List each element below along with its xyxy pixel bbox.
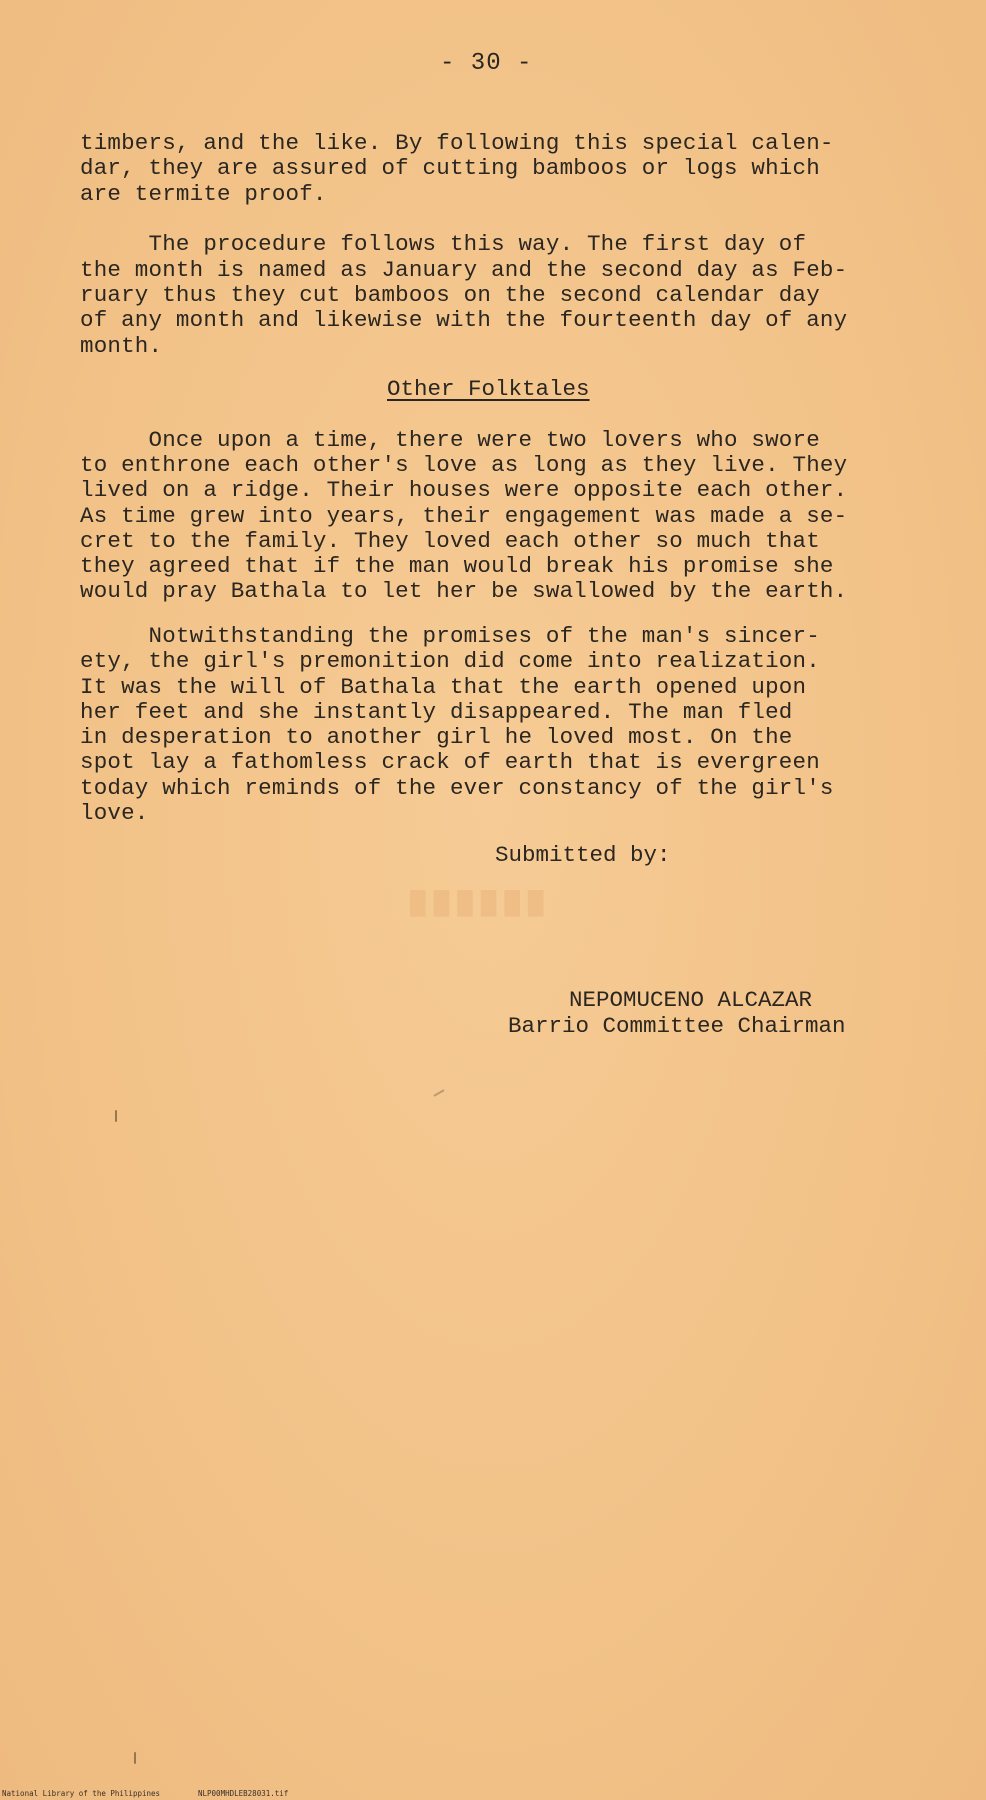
section-heading: Other Folktales <box>387 376 590 402</box>
text-line: timbers, and the like. By following this special calen- <box>80 130 834 156</box>
text-line: spot lay a fathomless crack of earth that is evergreen <box>80 749 820 775</box>
text-line: Notwithstanding the promises of the man's sincer- <box>80 623 820 649</box>
text-line: in desperation to another girl he loved most. On the <box>80 724 793 750</box>
text-line: dar, they are assured of cutting bamboos or logs which <box>80 155 820 181</box>
text-line: As time grew into years, their engagement was made a se- <box>80 503 848 529</box>
ink-speck <box>134 1752 136 1764</box>
bleed-through-mark: ██████ <box>410 890 552 915</box>
text-line: The procedure follows this way. The first day of <box>80 231 807 257</box>
text-line: of any month and likewise with the fourteenth day of any <box>80 307 848 333</box>
text-line: lived on a ridge. Their houses were opposite each other. <box>80 477 848 503</box>
text-line: are termite proof. <box>80 181 327 207</box>
text-line: ety, the girl's premonition did come into realization. <box>80 648 820 674</box>
text-line: cret to the family. They loved each other so much that <box>80 528 820 554</box>
library-credit: National Library of the Philippines <box>2 1789 161 1798</box>
text-line: her feet and she instantly disappeared. The man fled <box>80 699 793 725</box>
ink-speck <box>433 1089 444 1097</box>
text-line: the month is named as January and the second day as Feb- <box>80 257 848 283</box>
signatory-name: NEPOMUCENO ALCAZAR <box>569 987 813 1013</box>
page-number: - 30 - <box>440 50 533 77</box>
text-line: would pray Bathala to let her be swallowed by the earth. <box>80 578 848 604</box>
text-line: today which reminds of the ever constancy of the girl's <box>80 775 834 801</box>
text-line: ruary thus they cut bamboos on the second calendar day <box>80 282 820 308</box>
text-line: Once upon a time, there were two lovers who swore <box>80 427 820 453</box>
ink-speck <box>115 1110 117 1122</box>
text-line: they agreed that if the man would break his promise she <box>80 553 834 579</box>
text-line: It was the will of Bathala that the earth opened upon <box>80 674 807 700</box>
file-name: NLP00MHDLEB28031.tif <box>198 1789 289 1798</box>
text-line: to enthrone each other's love as long as they live. They <box>80 452 848 478</box>
text-line: month. <box>80 333 163 359</box>
text-line: love. <box>80 800 149 826</box>
submitted-by-label: Submitted by: <box>495 842 671 868</box>
signatory-title: Barrio Committee Chairman <box>508 1013 846 1039</box>
